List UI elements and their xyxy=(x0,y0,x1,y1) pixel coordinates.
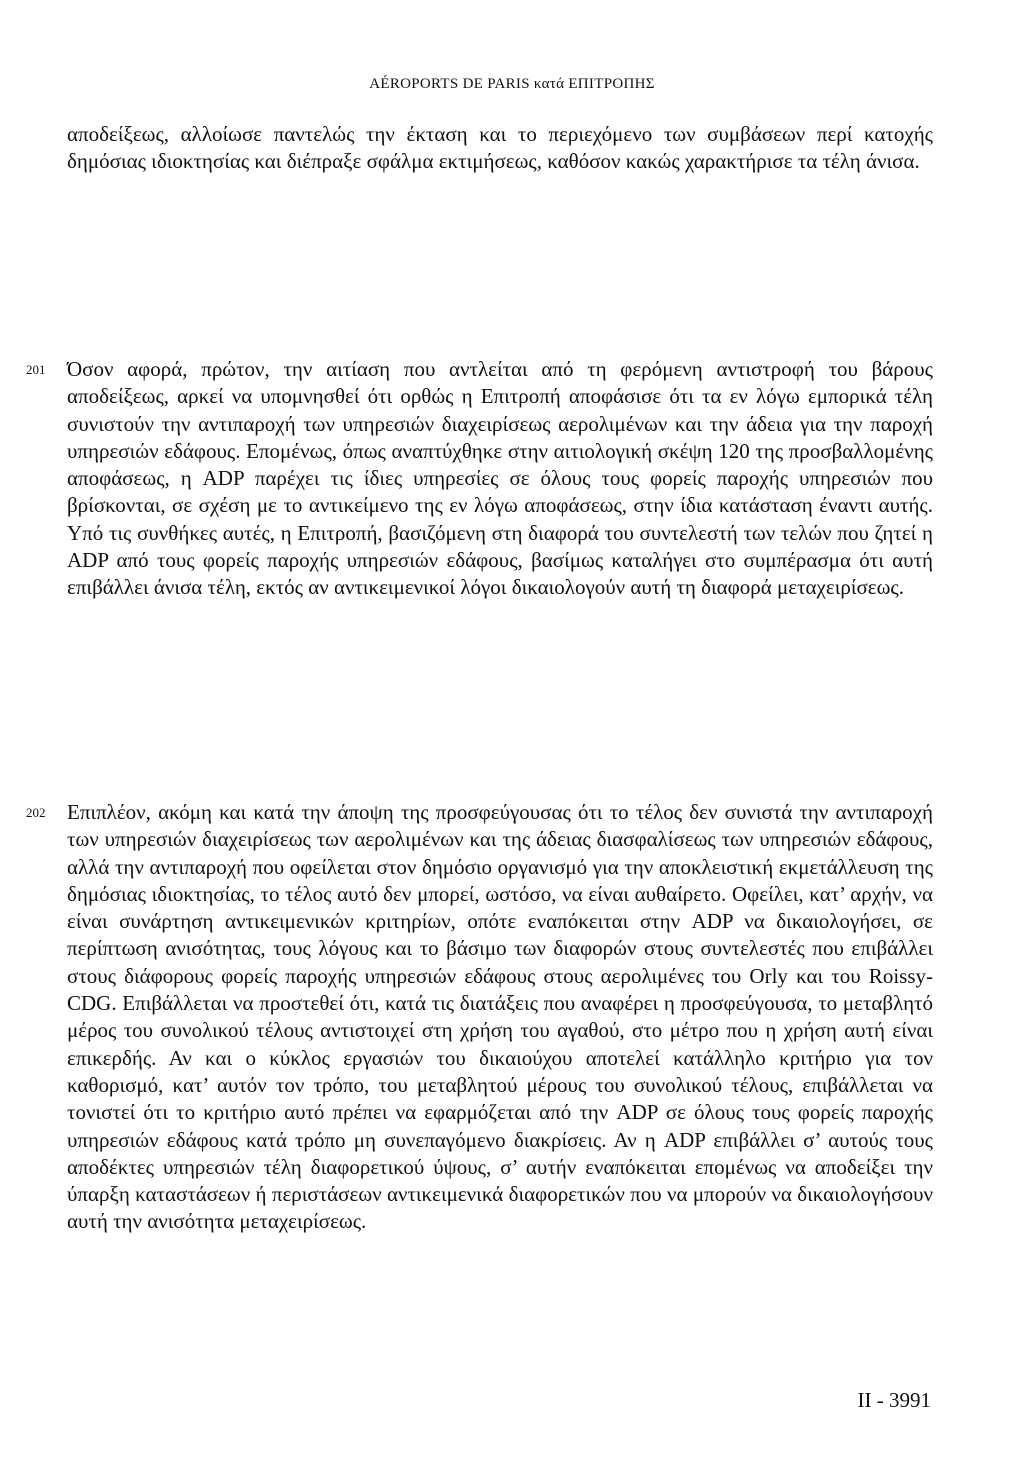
page-number: II - 3991 xyxy=(857,1388,931,1412)
paragraph-202: Επιπλέον, ακόμη και κατά την άποψη της προσφεύγουσας ότι το τέλος δεν συνιστά την αντιπαροχή των υπηρεσιών διαχειρίσεως των αερολιμένων και της άδειας διασφαλίσεως των υπηρεσιών εδάφους, αλλά την αντιπαροχή που οφείλεται στον δημόσιο οργανισμό για την αποκλειστική εκμετάλλευση της δημόσιας ιδιοκτησίας, το τέλος αυτό δεν μπορεί, ωστόσο, να είναι αυθαίρετο. Οφείλει, κατ’ αρχήν, να είναι συνάρτηση αντικειμενικών κριτηρίων, οπότε εναπόκειται στην ADP να δικαιολογήσει, σε περίπτωση ανισότητας, τους λόγους και το βάσιμο των διαφορών στους συντελεστές που επιβάλλει στους διάφορους φορείς παροχής υπηρεσιών εδάφους στους αερολιμένες του Orly και του Roissy-CDG. Επιβάλλεται να προστεθεί ότι, κατά τις διατάξεις που αναφέρει η προσφεύγουσα, το μεταβλητό μέρος του συνολικού τέλους αντιστοιχεί στη χρήση του αγαθού, στο μέτρο που η χρήση αυτή είναι επικερδής. Αν και ο κύκλος εργασιών του δικαιούχου αποτελεί κατάλληλο κριτήριο για τον καθορισμό, κατ’ αυτόν τον τρόπο, του μεταβλητού μέρους του συνολικού τέλους, επιβάλλεται να τονιστεί ότι το κριτήριο αυτό πρέπει να εφαρμόζεται από την ADP σε όλους τους φορείς παροχής υπηρεσιών εδάφους κατά τρόπο μη συνεπαγόμενο διακρίσεις. Αν η ADP επιβάλλει σ’ αυτούς τους αποδέκτες υπηρεσιών τέλη διαφορετικού ύψους, σ’ αυτήν εναπόκειται επομένως να αποδείξει την ύπαρξη καταστάσεων ή περιστάσεων αντικειμενικά διαφορετικών που να μπορούν να δικαιολογήσουν αυτή την ανισότητα μεταχειρίσεως. xyxy=(67,800,933,1234)
continuation-paragraph: αποδείξεως, αλλοίωσε παντελώς την έκταση και το περιεχόμενο των συμβάσεων περί κατοχής δημόσιας ιδιοκτησίας και διέπραξε σφάλμα εκτιμήσεως, καθόσον κακώς χαρακτήρισε τα τέλη άνισα. xyxy=(67,122,933,174)
paragraph-201: Όσον αφορά, πρώτον, την αιτίαση που αντλείται από τη φερόμενη αντιστροφή του βάρους αποδείξεως, αρκεί να υπομνησθεί ότι ορθώς η Επιτροπή αποφάσισε ότι τα εν λόγω εμπορικά τέλη συνιστούν την αντιπαροχή των υπηρεσιών διαχειρίσεως αερολιμένων και την άδεια για την παροχή υπηρεσιών εδάφους. Επομένως, όπως αναπτύχθηκε στην αιτιολογική σκέψη 120 της προσβαλλομένης αποφάσεως, η ADP παρέχει τις ίδιες υπηρεσίες σε όλους τους φορείς παροχής υπηρεσιών που βρίσκονται, σε σχέση με το αντικείμενο της εν λόγω αποφάσεως, στην ίδια κατάσταση έναντι αυτής. Υπό τις συνθήκες αυτές, η Επιτροπή, βασιζόμενη στη διαφορά του συντελεστή των τελών που ζητεί η ADP από τους φορείς παροχής υπηρεσιών εδάφους, βασίμως καταλήγει στο συμπέρασμα ότι αυτή επιβάλλει άνισα τέλη, εκτός αν αντικειμενικοί λόγοι δικαιολογούν αυτή τη διαφορά μεταχειρίσεως. xyxy=(67,357,933,600)
running-header: AÉROPORTS DE PARIS κατά ΕΠΙΤΡΟΠΗΣ xyxy=(369,76,655,92)
paragraph-number-201: 201 xyxy=(26,362,46,377)
paragraph-number-202: 202 xyxy=(26,805,46,820)
